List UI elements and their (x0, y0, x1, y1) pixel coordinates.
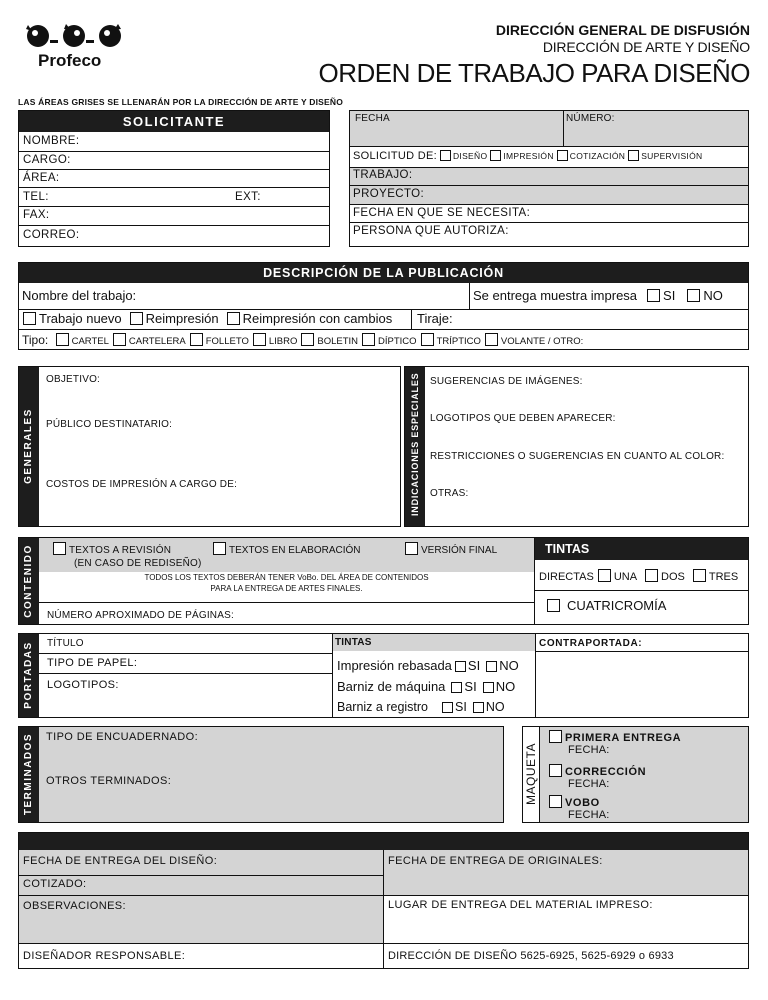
cotizado-label: COTIZADO: (23, 878, 87, 890)
textos-options-row (49, 542, 171, 556)
indicaciones-side-label: INDICACIONES ESPECIALES (410, 372, 420, 516)
rebasada-si-checkbox[interactable] (455, 661, 466, 672)
tipo-checkbox-4[interactable] (301, 333, 314, 346)
terminados-box (18, 726, 504, 823)
diseno-option-label: DISEÑO (452, 151, 488, 161)
tiraje-label: Tiraje: (417, 311, 453, 326)
correccion-label: CORRECCIÓN (565, 766, 647, 778)
textos-elaboracion-row (209, 542, 361, 556)
tipo-option-label-4: BOLETIN (317, 336, 359, 347)
directas-label: DIRECTAS (539, 571, 594, 583)
tipo-options (52, 336, 584, 347)
cuatricromia-checkbox[interactable] (547, 599, 560, 612)
tintas-header (535, 538, 748, 560)
encuadernado-label: TIPO DE ENCUADERNADO: (46, 731, 199, 743)
cotizacion-option-label: COTIZACIÓN (569, 151, 626, 161)
profeco-logo (22, 20, 137, 72)
numero-label: NÚMERO: (566, 113, 615, 124)
contraportada-label: CONTRAPORTADA: (539, 638, 643, 649)
solicitud-box (349, 110, 749, 247)
costos-label: COSTOS DE IMPRESIÓN A CARGO DE: (46, 479, 238, 490)
rebasada-no-checkbox[interactable] (486, 661, 497, 672)
descripcion-title (19, 263, 748, 283)
barniz-maquina-si-label: SI (464, 679, 477, 694)
ext-label: EXT: (235, 191, 261, 203)
tipo-papel-label: TIPO DE PAPEL: (47, 657, 138, 669)
diseno-checkbox[interactable] (440, 150, 451, 161)
direccion-diseno-label: DIRECCIÓN DE DISEÑO 5625-6925, 5625-6929 o 6933 (388, 950, 674, 962)
tipo-option-label-7: VOLANTE / OTRO: (500, 336, 584, 347)
titulo-label: TÍTULO (47, 638, 84, 649)
paginas-label: NÚMERO APROXIMADO DE PÁGINAS: (47, 610, 234, 621)
una-label: UNA (613, 571, 638, 583)
muestra-label: Se entrega muestra impresa (473, 288, 638, 303)
tres-checkbox[interactable] (693, 569, 706, 582)
solicitante-title (19, 111, 329, 132)
barniz-maquina-si-checkbox[interactable] (451, 682, 462, 693)
textos-nota (39, 572, 534, 594)
dos-label: DOS (661, 571, 685, 583)
correccion-fecha-label: FECHA: (568, 778, 610, 790)
trabajo-nuevo-label: Trabajo nuevo (39, 311, 122, 326)
directas-row (539, 569, 738, 583)
muestra-no-label: NO (703, 288, 723, 303)
tipo-option-label-3: LIBRO (268, 336, 298, 347)
tintas-title: TINTAS (545, 542, 590, 556)
tipo-checkbox-6[interactable] (421, 333, 434, 346)
rebasada-label: Impresión rebasada (337, 658, 452, 673)
tipo-checkbox-3[interactable] (253, 333, 266, 346)
contenido-box (18, 537, 749, 625)
tipo-row (22, 333, 583, 347)
publico-label: PÚBLICO DESTINATARIO: (46, 419, 173, 430)
maqueta-side-label: MAQUETA (524, 743, 538, 805)
dos-checkbox[interactable] (645, 569, 658, 582)
muestra-row (473, 288, 723, 303)
gray-areas-note: LAS ÁREAS GRISES SE LLENARÁN POR LA DIRECCIÓN DE ARTE Y DISEÑO (18, 97, 344, 107)
tipo-checkbox-7[interactable] (485, 333, 498, 346)
textos-elaboracion-checkbox[interactable] (213, 542, 226, 555)
rebasada-row (337, 658, 519, 673)
portada-tintas-label: TINTAS (335, 637, 372, 648)
otros-terminados-label: OTROS TERMINADOS: (46, 775, 172, 787)
sugerencias-label: SUGERENCIAS DE IMÁGENES: (430, 376, 583, 387)
version-final-row (401, 542, 497, 556)
primera-fecha-label: FECHA: (568, 744, 610, 756)
solicitante-title-text: SOLICITANTE (122, 114, 226, 129)
caso-rediseno-label: (EN CASO DE REDISEÑO) (74, 558, 202, 569)
trabajo-label: TRABAJO: (353, 169, 413, 181)
trabajo-nuevo-checkbox[interactable] (23, 312, 36, 325)
impresion-checkbox[interactable] (490, 150, 501, 161)
vobo-label: VOBO (565, 797, 600, 809)
muestra-si-label: SI (663, 288, 676, 303)
footer-box (18, 832, 749, 969)
fecha-entrega-originales-label: FECHA DE ENTREGA DE ORIGINALES: (388, 855, 603, 867)
tipo-trabajo-row (19, 311, 392, 326)
barniz-maquina-row (337, 679, 515, 694)
barniz-registro-si-checkbox[interactable] (442, 702, 453, 713)
tipo-checkbox-1[interactable] (113, 333, 126, 346)
vobo-checkbox[interactable] (549, 795, 562, 808)
header-line2: DIRECCIÓN DE ARTE Y DISEÑO (542, 39, 750, 55)
textos-revision-checkbox[interactable] (53, 542, 66, 555)
version-final-label: VERSIÓN FINAL (421, 545, 498, 556)
textos-revision-label: TEXTOS A REVISIÓN (69, 545, 172, 556)
fecha-label: FECHA (355, 113, 390, 124)
persona-autoriza-label: PERSONA QUE AUTORIZA: (353, 225, 509, 237)
cuatricromia-row (543, 598, 666, 613)
contenido-side-label: CONTENIDO (23, 544, 34, 618)
tipo-option-label-6: TRÍPTICO (436, 336, 481, 347)
impresion-option-label: IMPRESIÓN (503, 151, 554, 161)
reimpresion-checkbox[interactable] (130, 312, 143, 325)
header-line1: DIRECCIÓN GENERAL DE DISFUSIÓN (495, 22, 750, 38)
disenador-label: DISEÑADOR RESPONSABLE: (23, 950, 186, 962)
logo-text: Profeco (38, 51, 102, 70)
primera-entrega-label: PRIMERA ENTREGA (565, 732, 682, 744)
nota-line1: TODOS LOS TEXTOS DEBERÁN TENER VoBo. DEL ÁREA DE CONTENIDOS (144, 573, 429, 582)
descripcion-title-text: DESCRIPCIÓN DE LA PUBLICACIÓN (263, 266, 504, 280)
nombre-trabajo-label: Nombre del trabajo: (22, 288, 137, 303)
generales-box (18, 366, 401, 527)
supervision-option-label: SUPERVISIÓN (641, 151, 703, 161)
observaciones-label: OBSERVACIONES: (23, 900, 126, 912)
cotizacion-checkbox[interactable] (557, 150, 568, 161)
barniz-maquina-no-checkbox[interactable] (483, 682, 494, 693)
generales-side-label: GENERALES (23, 408, 34, 484)
proyecto-label: PROYECTO: (353, 188, 425, 200)
otras-label: OTRAS: (430, 488, 469, 499)
tipo-checkbox-5[interactable] (362, 333, 375, 346)
nombre-label: NOMBRE: (23, 135, 80, 147)
muestra-no-checkbox[interactable] (687, 289, 700, 302)
tipo-label: Tipo: (22, 333, 49, 347)
primera-entrega-row (545, 730, 681, 744)
restricciones-label: RESTRICCIONES O SUGERENCIAS EN CUANTO AL COLOR: (430, 451, 725, 462)
barniz-maquina-no-label: NO (495, 679, 516, 694)
tipo-option-label-1: CARTELERA (128, 336, 186, 347)
reimpresion-label: Reimpresión (145, 311, 219, 326)
fecha-entrega-diseno-label: FECHA DE ENTREGA DEL DISEÑO: (23, 855, 218, 867)
maqueta-box (522, 726, 749, 823)
barniz-registro-no-checkbox[interactable] (473, 702, 484, 713)
nota-line2: PARA LA ENTREGA DE ARTES FINALES. (210, 584, 363, 593)
solicitante-box (18, 110, 330, 247)
primera-entrega-checkbox[interactable] (549, 730, 562, 743)
supervision-checkbox[interactable] (628, 150, 639, 161)
rebasada-si-label: SI (467, 658, 481, 673)
barniz-registro-label: Barniz a registro (337, 700, 429, 714)
portadas-box (18, 633, 749, 718)
vobo-fecha-label: FECHA: (568, 809, 610, 821)
barniz-registro-si-label: SI (455, 700, 467, 714)
reimpresion-cambios-checkbox[interactable] (227, 312, 240, 325)
lugar-entrega-label: LUGAR DE ENTREGA DEL MATERIAL IMPRESO: (388, 899, 653, 911)
textos-elaboracion-label: TEXTOS EN ELABORACIÓN (229, 545, 361, 556)
correccion-checkbox[interactable] (549, 764, 562, 777)
tipo-checkbox-0[interactable] (56, 333, 69, 346)
barniz-maquina-label: Barniz de máquina (337, 679, 446, 694)
rebasada-no-label: NO (499, 658, 519, 673)
tipo-option-label-5: DÍPTICO (378, 336, 417, 347)
tipo-checkbox-2[interactable] (190, 333, 203, 346)
correo-label: CORREO: (23, 229, 80, 241)
reimpresion-cambios-label: Reimpresión con cambios (242, 311, 393, 326)
muestra-si-checkbox[interactable] (647, 289, 660, 302)
indicaciones-box (404, 366, 749, 527)
tres-label: TRES (708, 571, 739, 583)
fecha-necesita-label: FECHA EN QUE SE NECESITA: (353, 207, 531, 219)
descripcion-box (18, 262, 749, 350)
barniz-registro-no-label: NO (485, 700, 505, 714)
fax-label: FAX: (23, 209, 50, 221)
area-label: ÁREA: (23, 172, 60, 184)
version-final-checkbox[interactable] (405, 542, 418, 555)
solicitud-de-label: SOLICITUD DE: (353, 150, 437, 162)
cuatricromia-label: CUATRICROMÍA (567, 598, 667, 613)
objetivo-label: OBJETIVO: (46, 374, 101, 385)
tel-label: TEL: (23, 191, 49, 203)
logotipos-ind-label: LOGOTIPOS QUE DEBEN APARECER: (430, 413, 616, 424)
terminados-side-label: TERMINADOS (23, 732, 34, 816)
solicitud-de-row (353, 150, 702, 162)
tipo-option-label-2: FOLLETO (205, 336, 249, 347)
barniz-registro-row (337, 700, 505, 714)
vobo-row (545, 795, 600, 809)
cargo-label: CARGO: (23, 154, 71, 166)
logotipos-portada-label: LOGOTIPOS: (47, 679, 119, 691)
correccion-row (545, 764, 646, 778)
logo-figures-icon (22, 20, 132, 52)
portadas-side-label: PORTADAS (23, 641, 34, 709)
tipo-option-label-0: CARTEL (71, 336, 109, 347)
page-title: ORDEN DE TRABAJO PARA DISEÑO (318, 58, 750, 88)
una-checkbox[interactable] (598, 569, 611, 582)
